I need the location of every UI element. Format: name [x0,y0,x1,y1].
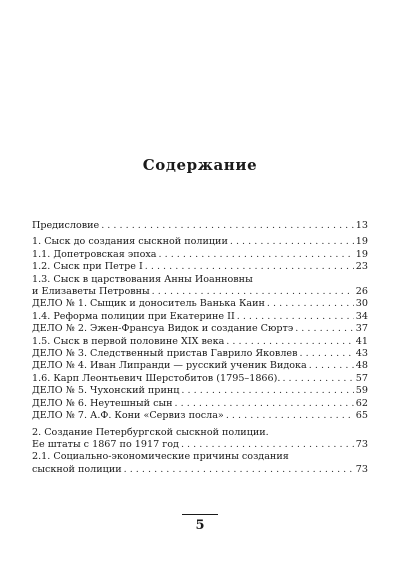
toc-entry-title: 1.5. Сыск в первой половине XIX века [32,335,225,347]
toc-entry-page: 59 [355,385,368,397]
dot-leader [181,439,354,451]
dot-leader [309,360,354,372]
toc-entry[interactable] [32,220,368,232]
toc-entry[interactable] [32,274,368,299]
toc-entry-page: 13 [355,220,368,231]
toc-entry[interactable] [32,348,368,360]
page-number-rule [182,514,218,515]
toc-entry[interactable] [32,373,368,385]
toc-entry-title: сыскной полиции [32,463,122,475]
toc-entry-title: и Елизаветы Петровны [32,286,150,298]
toc-entry-page: 34 [355,310,368,322]
toc-entry-title: ДЕЛО № 3. Следственный пристав Гаврило Яковлев [32,348,298,360]
dot-leader [267,298,354,310]
toc-entry-title-line: 2. Создание Петербургской сыскной полиции. [32,426,269,438]
toc-entry-page: 65 [355,410,368,422]
toc-entry-page: 62 [355,397,368,409]
toc-entry-page: 19 [355,248,368,260]
toc-entry-page: 23 [355,261,368,273]
toc-entry-page: 43 [355,348,368,360]
toc-entry[interactable] [32,311,368,323]
page-title: Содержание [142,156,258,174]
toc-entry[interactable] [32,323,368,335]
toc-entry-title: 1.6. Карп Леонтьевич Шерстобитов (1795–1866). [32,372,281,384]
toc-entry[interactable] [32,427,368,452]
dot-leader [175,398,354,410]
toc-entry-title: ДЕЛО № 2. Эжен-Франсуа Видок и создание Сюртэ [32,323,294,335]
dot-leader [295,323,354,335]
toc-entry-title: Предисловие [32,220,100,231]
toc-entry-title: Ее штаты с 1867 по 1917 год [32,438,179,450]
dot-leader [226,410,354,422]
toc-entry[interactable] [32,336,368,348]
toc-entry-title: 1. Сыск до создания сыскной полиции [32,236,228,248]
table-of-contents [32,220,368,476]
toc-entry-title-line: 2.1. Социально-экономические причины создания [32,451,289,463]
toc-entry[interactable] [32,360,368,372]
toc-entry-title: 1.1. Допетровская эпоха [32,248,157,260]
toc-entry[interactable] [32,385,368,397]
toc-entry-page: 57 [355,372,368,384]
toc-entry-title: ДЕЛО № 7. А.Ф. Кони «Сервиз посла» [32,410,224,422]
toc-entry-page: 19 [355,236,368,248]
toc-entry-title: 1.2. Сыск при Петре I [32,261,143,273]
toc-entry[interactable] [32,261,368,273]
toc-entry-title: ДЕЛО № 6. Неутешный сын [32,397,173,409]
dot-leader [152,286,354,298]
toc-entry[interactable] [32,236,368,248]
toc-entry[interactable] [32,451,368,476]
dot-leader [181,385,353,397]
dot-leader [145,261,354,273]
toc-entry-title: ДЕЛО № 5. Чухонский принц [32,385,180,397]
toc-entry-page: 30 [355,298,368,310]
dot-leader [230,236,354,248]
dot-leader [101,220,354,232]
toc-entry[interactable] [32,410,368,422]
toc-entry-page: 41 [355,335,368,347]
toc-entry[interactable] [32,298,368,310]
toc-entry-title: 1.4. Реформа полиции при Екатерине II [32,310,235,322]
toc-entry-page: 73 [355,463,368,475]
dot-leader [124,464,354,476]
dot-leader [237,311,354,323]
toc-entry-title: ДЕЛО № 4. Иван Липранди — русский ученик Видока [32,360,307,372]
toc-entry-page: 48 [355,360,368,372]
dot-leader [300,348,354,360]
toc-entry-title: ДЕЛО № 1. Сыщик и доноситель Ванька Каин [32,298,265,310]
toc-entry-page: 37 [355,323,368,335]
toc-entry-title-line: 1.3. Сыск в царствования Анны Иоанновны [32,273,253,285]
toc-entry[interactable] [32,398,368,410]
dot-leader [226,336,353,348]
dot-leader [282,373,353,385]
toc-entry-page: 26 [355,286,368,298]
toc-entry-page: 73 [355,438,368,450]
dot-leader [159,249,354,261]
toc-entry[interactable] [32,249,368,261]
page-number: 5 [195,518,205,533]
